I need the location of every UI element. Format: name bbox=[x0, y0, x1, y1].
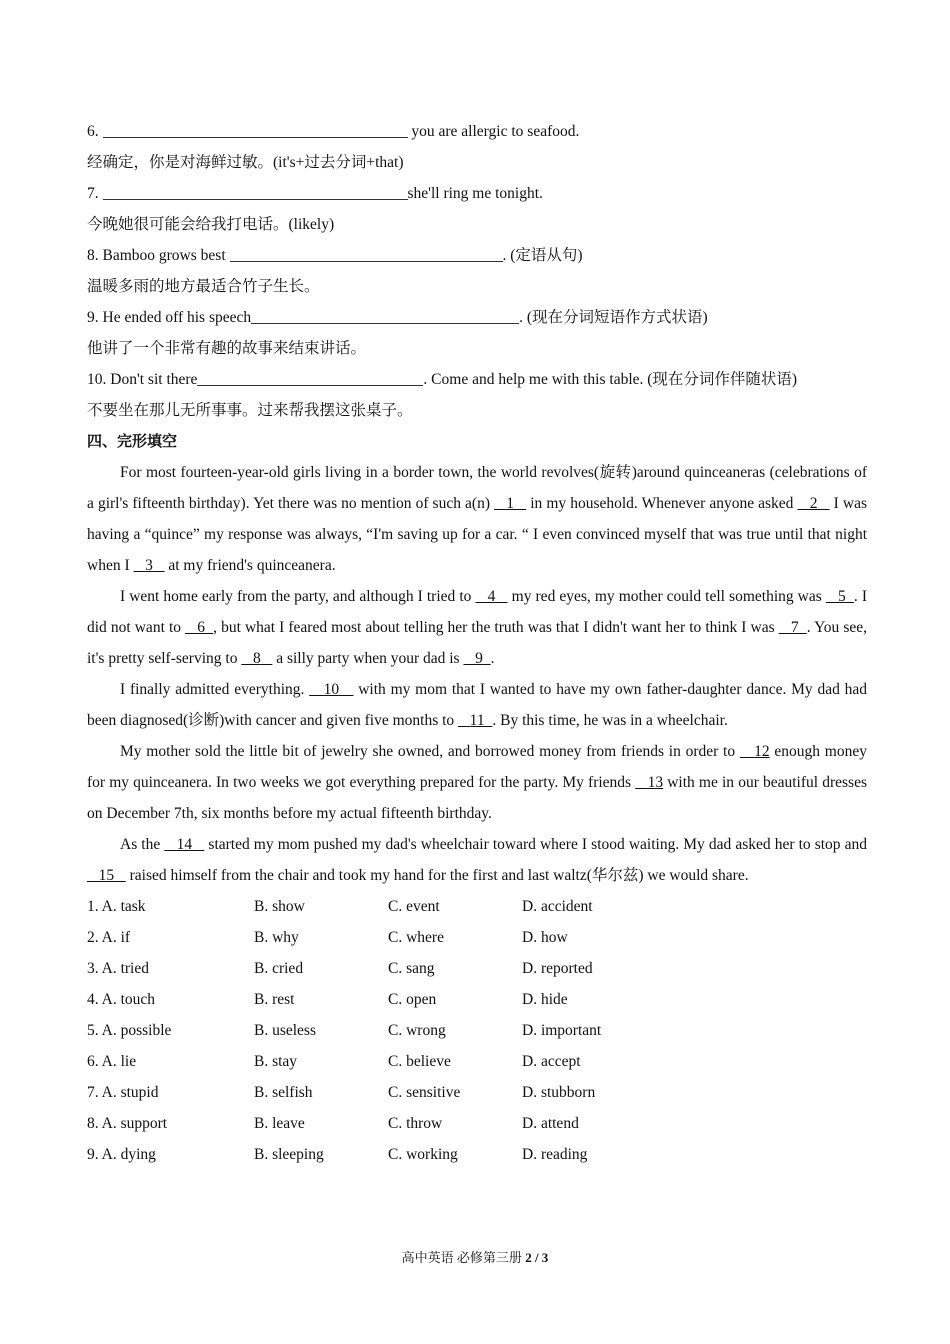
page-number: 2 / 3 bbox=[525, 1250, 549, 1265]
answer-blank bbox=[103, 120, 408, 138]
option-row-9: 9. A. dying B. sleeping C. working D. reading bbox=[87, 1146, 588, 1163]
item-text: 10. Don't sit there bbox=[87, 371, 198, 388]
option-row-7: 7. A. stupid B. selfish C. sensitive D. stubborn bbox=[87, 1084, 596, 1101]
option-row-1: 1. A. task B. show C. event D. accident bbox=[87, 898, 593, 915]
blank-11: 11 bbox=[469, 712, 485, 729]
translation-item-7 bbox=[87, 178, 867, 240]
translation-item-9 bbox=[87, 302, 867, 364]
answer-blank bbox=[197, 368, 423, 386]
page-footer bbox=[0, 1247, 950, 1266]
item-text: . (定语从句) bbox=[502, 247, 583, 264]
option-row-2: 2. A. if B. why C. where D. how bbox=[87, 929, 568, 946]
chinese-prompt: 今晚她很可能会给我打电话。(likely) bbox=[87, 216, 335, 233]
item-text: 7. bbox=[87, 185, 103, 202]
item-text: 6. bbox=[87, 123, 103, 140]
blank-6: 6 bbox=[197, 619, 206, 636]
chinese-prompt: 他讲了一个非常有趣的故事来结束讲话。 bbox=[87, 340, 367, 357]
passage-paragraph-3: I finally admitted everything. 10 with my mom that I wanted to have my own father-daughter dance. My dad had been diagnosed(诊断)with cancer and given five months to 11 . By this time, he was in a wheelchair. bbox=[87, 681, 868, 729]
option-row-3: 3. A. tried B. cried C. sang D. reported bbox=[87, 960, 593, 977]
blank-1: 1 bbox=[506, 495, 514, 512]
blank-4: 4 bbox=[487, 588, 496, 605]
blank-14: 14 bbox=[176, 836, 193, 853]
answer-blank bbox=[230, 244, 503, 262]
translation-item-8 bbox=[87, 240, 867, 302]
passage-paragraph-5: As the 14 started my mom pushed my dad's wheelchair toward where I stood waiting. My dad asked her to stop and 15 raised himself from the chair and took my hand for the first and last waltz(华尔兹) we would share. bbox=[87, 829, 867, 891]
options-table bbox=[87, 891, 867, 1170]
blank-7: 7 bbox=[790, 619, 799, 636]
blank-15: 15 bbox=[98, 867, 115, 884]
blank-10: 10 bbox=[323, 681, 340, 698]
document-page bbox=[87, 116, 867, 1170]
translation-item-10 bbox=[87, 364, 867, 426]
item-text: she'll ring me tonight. bbox=[407, 185, 543, 202]
option-row-8: 8. A. support B. leave C. throw D. attend bbox=[87, 1115, 579, 1132]
footer-title: 高中英语 必修第三册 bbox=[401, 1250, 526, 1265]
chinese-prompt: 经确定，你是对海鲜过敏。(it's+过去分词+that) bbox=[87, 154, 404, 171]
item-text: you are allergic to seafood. bbox=[407, 123, 580, 140]
option-row-4: 4. A. touch B. rest C. open D. hide bbox=[87, 991, 568, 1008]
option-row-5: 5. A. possible B. useless C. wrong D. important bbox=[87, 1022, 602, 1039]
chinese-prompt: 不要坐在那儿无所事事。过来帮我摆这张桌子。 bbox=[87, 402, 413, 419]
blank-8: 8 bbox=[252, 650, 261, 667]
blank-12: 12 bbox=[754, 743, 770, 760]
blank-9: 9 bbox=[475, 650, 483, 667]
blank-5: 5 bbox=[838, 588, 846, 605]
item-text: 8. Bamboo grows best bbox=[87, 247, 230, 264]
item-text: . Come and help me with this table. (现在分词作伴随状语) bbox=[423, 371, 798, 388]
passage-paragraph-2: I went home early from the party, and although I tried to 4 my red eyes, my mother could tell something was 5 . I did not want to 6 , but what I feared most about telling her the truth was that I didn't want her to think I was 7 . You see, it's pretty self-serving to 8 a silly party when your dad is 9 . bbox=[87, 588, 868, 667]
answer-blank bbox=[103, 182, 408, 200]
blank-3: 3 bbox=[145, 557, 153, 574]
chinese-prompt: 温暖多雨的地方最适合竹子生长。 bbox=[87, 278, 320, 295]
item-text: 9. He ended off his speech bbox=[87, 309, 252, 326]
passage-paragraph-1: For most fourteen-year-old girls living in a border town, the world revolves(旋转)around quinceaneras (celebrations of a girl's fifteenth birthday). Yet there was no mention of such a(n) 1 in my household. Whenever anyone asked 2 I was having a “quince” my response was always, “I'm saving up for a car. “ I even convinced myself that was true until that night when I 3 at my friend's quinceanera. bbox=[87, 464, 868, 574]
item-text: . (现在分词短语作方式状语) bbox=[519, 309, 708, 326]
blank-2: 2 bbox=[809, 495, 818, 512]
blank-13: 13 bbox=[647, 774, 664, 791]
translation-item-6 bbox=[87, 116, 867, 178]
answer-blank bbox=[251, 306, 519, 324]
section-title: 四、完形填空 bbox=[87, 432, 178, 450]
option-row-6: 6. A. lie B. stay C. believe D. accept bbox=[87, 1053, 581, 1070]
passage-paragraph-4: My mother sold the little bit of jewelry she owned, and borrowed money from friends in order to 12 enough money for my quinceanera. In two weeks we got everything prepared for the party. My friends 13 with me in our beautiful dresses on December 7th, six months before my actual fifteenth birthday. bbox=[87, 743, 867, 822]
